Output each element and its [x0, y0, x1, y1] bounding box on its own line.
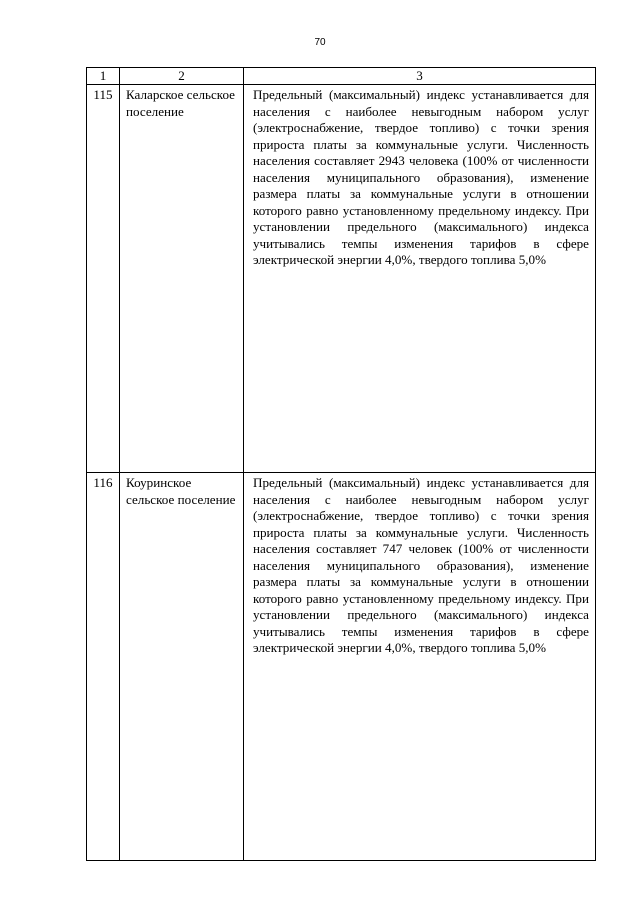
settlement-name: Каларское сельское поселение [120, 85, 244, 473]
column-header-2: 2 [120, 68, 244, 85]
column-header-3: 3 [244, 68, 596, 85]
index-description: Предельный (максимальный) индекс устанавливается для населения с наиболее невыгодным набором услуг (электроснабжение, твердое топливо) с точки зрения прироста платы за коммунальные услуги. Численность населения составляет 2943 человека (100% от численности населения муниципального образования), изменение размера платы за коммунальные услуги в отношении которого равно установленному предельному индексу. При установлении предельного (максимального) индекса учитывались темпы изменения тарифов в сфере электрической энергии 4,0%, твердого топлива 5,0% [244, 85, 596, 473]
index-description: Предельный (максимальный) индекс устанавливается для населения с наиболее невыгодным набором услуг (электроснабжение, твердое топливо) с точки зрения прироста платы за коммунальные услуги. Численность населения составляет 747 человек (100% от численности населения муниципального образования), изменение размера платы за коммунальные услуги в отношении которого равно установленному предельному индексу. При установлении предельного (максимального) индекса учитывались темпы изменения тарифов в сфере электрической энергии 4,0%, твердого топлива 5,0% [244, 473, 596, 861]
page-number: 70 [314, 37, 326, 48]
table-row [87, 85, 596, 473]
tariff-index-table [86, 67, 596, 861]
table-row [87, 473, 596, 861]
row-number: 115 [87, 85, 120, 473]
settlement-name: Коуринское сельское поселение [120, 473, 244, 861]
table-header-row [87, 68, 596, 85]
column-header-1: 1 [87, 68, 120, 85]
row-number: 116 [87, 473, 120, 861]
